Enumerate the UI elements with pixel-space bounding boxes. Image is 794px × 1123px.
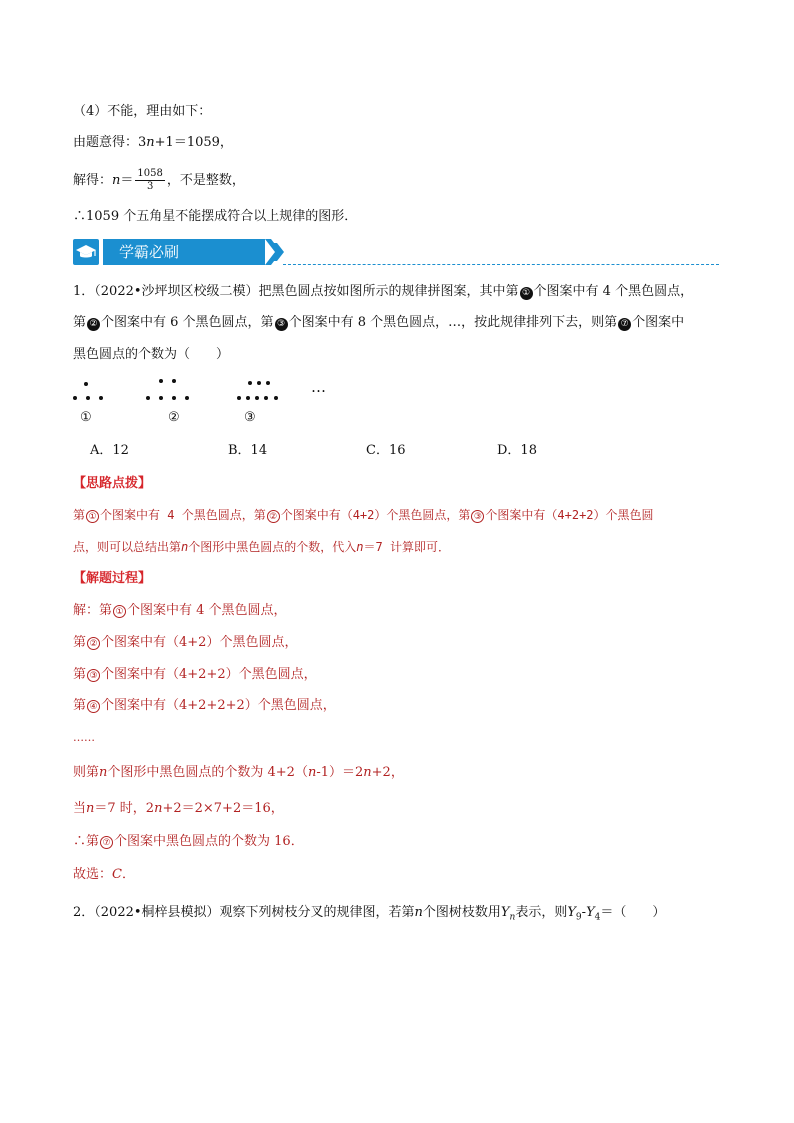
figure-ellipsis: … — [311, 378, 326, 396]
q2-stem: 2．（2022•桐梓县模拟）观察下列树枝分叉的规律图，若第n个图树枝数用$Y_n$表示，则$Y_9-Y_4=$（ ） — [73, 905, 666, 923]
hint-line1: 第 ① 个图案中有 4 个黑色圆点，第 ② 个图案中有（4+2）个黑色圆点，第 ③ 个图案中有（4+2+2）个黑色圆 — [73, 508, 654, 522]
figure1-dot — [73, 396, 77, 400]
fraction: $\frac{1058}{3}$ — [137, 168, 163, 192]
solution-answer: 故选：C． — [73, 867, 135, 882]
solution-heading: 【解题过程】 — [73, 571, 152, 586]
figure3-dot — [264, 396, 268, 400]
figure2-dot — [185, 396, 189, 400]
hint-line2: 点，则可以总结出第n个图形中黑色圆点的个数，代入n＝7 计算即可． — [73, 540, 450, 554]
solution-line3: 第 ③ 个图案中有（4+2+2）个黑色圆点， — [73, 667, 317, 682]
figure3-dot — [274, 396, 278, 400]
figure2-label: ② — [168, 410, 180, 425]
figure1-dot — [84, 382, 88, 386]
solution-line5: 则第n个图形中黑色圆点的个数为 4+2（n-1）＝2n+2， — [73, 765, 404, 780]
option-d[interactable]: D．18 — [497, 443, 537, 458]
part4-intro: （4）不能，理由如下： — [73, 104, 212, 119]
solution-line4: 第 ④ 个图案中有（4+2+2+2）个黑色圆点， — [73, 698, 336, 713]
q1-stem-line3: 黑色圆点的个数为（ ） — [73, 347, 230, 362]
q1-stem-line2: 第 ② 个图案中有 6 个黑色圆点，第 ③ 个图案中有 8 个黑色圆点，…，按此规律排列下去，则第 ⑦ 个图案中 — [73, 315, 685, 330]
figure2-dot — [146, 396, 150, 400]
solution-line1: 解：第 ① 个图案中有 4 个黑色圆点， — [73, 603, 287, 618]
figure3-dot — [257, 381, 261, 385]
solution-line2: 第 ② 个图案中有（4+2）个黑色圆点， — [73, 635, 298, 650]
option-b[interactable]: B．14 — [228, 443, 268, 458]
part4-equation: 由题意得：3n+1＝1059， — [73, 135, 233, 150]
figure2-dot — [172, 379, 176, 383]
figure2-dot — [159, 396, 163, 400]
solution-line7: ∴第 ⑦ 个图案中黑色圆点的个数为 16． — [73, 834, 304, 849]
solution-ellipsis: …… — [73, 731, 95, 744]
banner-title: 学霸必刷 — [103, 239, 265, 265]
figure1-label: ① — [80, 410, 92, 425]
part4-conclusion: ∴1059 个五角星不能摆成符合以上规律的图形． — [73, 209, 358, 224]
solution-line6: 当n＝7 时，2n+2＝2×7+2＝16， — [73, 801, 284, 816]
figure3-dot — [237, 396, 241, 400]
banner-divider — [283, 264, 719, 265]
figure3-dot — [255, 396, 259, 400]
figure1-dot — [99, 396, 103, 400]
figure3-label: ③ — [244, 410, 256, 425]
hint-heading: 【思路点拨】 — [73, 476, 152, 491]
figure3-dot — [248, 381, 252, 385]
part4-solve: 解得：n＝ $\frac{1058}{3}$ ，不是整数， — [73, 168, 245, 192]
figure1-dot — [86, 396, 90, 400]
section-banner — [73, 237, 719, 267]
chevron-right-icon — [263, 237, 287, 267]
figure3-dot — [246, 396, 250, 400]
figure2-dot — [172, 396, 176, 400]
figure3-dot — [266, 381, 270, 385]
figure2-dot — [159, 379, 163, 383]
option-a[interactable]: A．12 — [90, 443, 129, 458]
graduation-cap-icon — [73, 239, 99, 265]
q1-stem-line1: 1．（2022•沙坪坝区校级二模）把黑色圆点按如图所示的规律拼图案，其中第 ① 个图案中有 4 个黑色圆点， — [73, 284, 694, 299]
option-c[interactable]: C．16 — [366, 443, 406, 458]
